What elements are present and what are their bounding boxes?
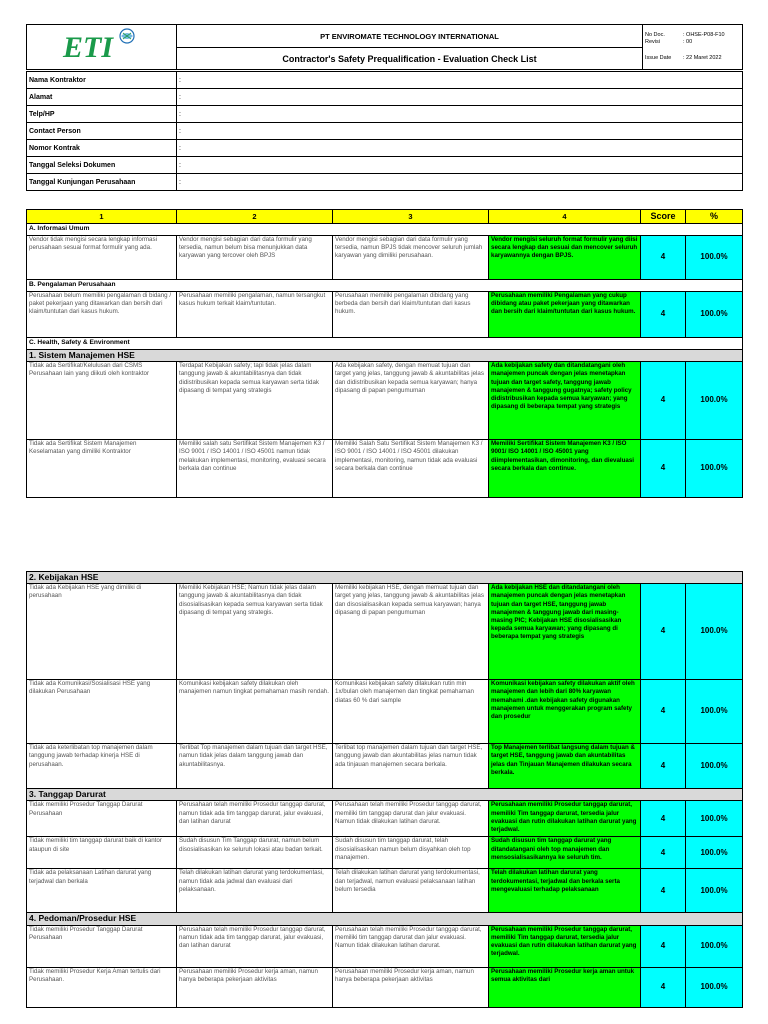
criteria-level-3: Komunikasi kebijakan safety dilakukan rutin min 1x/bulan oleh manajemen dan tingkat pemahaman diatas 60 % dari sample	[333, 680, 489, 744]
meta-row: Revisi : 00	[645, 39, 693, 46]
criteria-level-1: Tidak ada keterlibatan top manajemen dalam tanggung jawab terhadap kinerja HSE di perusahaan.	[27, 744, 177, 789]
percent-cell: 100.0%	[686, 440, 743, 498]
percent-cell: 100.0%	[686, 925, 743, 967]
section-heading: B. Pengalaman Perusahaan	[27, 280, 743, 292]
criteria-level-4: Perusahaan memiliki Prosedur kerja aman untuk semua aktivitas dari	[489, 967, 641, 1007]
criteria-level-1: Tidak ada Komunikasi/Sosialisasi HSE yang dilakukan Perusahaan	[27, 680, 177, 744]
criteria-level-4: Komunikasi kebijakan safety dilakukan aktif oleh manajemen dan lebih dari 80% karyawan memahami .dan kebijakan safety digunakan manajemen untuk menggerakan program safety dan prosedur	[489, 680, 641, 744]
column-header-row	[27, 210, 743, 224]
criteria-row	[27, 744, 743, 789]
criteria-level-1: Tidak memiliki Prosedur Tanggap Darurat Perusahaan	[27, 925, 177, 967]
criteria-level-3: Perusahaan telah memiliki Prosedur tanggap darurat, memiliki tim tanggap darurat dan jalur evakuasi. Namun tidak dilakukan latihan darurat.	[333, 925, 489, 967]
document-meta	[643, 25, 743, 70]
criteria-level-4: Ada kebijakan HSE dan ditandatangani oleh manajemen puncak dengan jelas menetapkan tujuan dan target HSE, tanggung jawab manajemen & tanggung jawab dari masing-masing PIC; Kebijakan HSE disosialisasikan kepada semua karyawan; yang dipasang di beberapa tempat yang strategis	[489, 584, 641, 680]
column-header: 1	[27, 210, 177, 224]
criteria-level-1: Tidak memiliki Prosedur Tanggap Darurat Perusahaan	[27, 801, 177, 837]
criteria-level-3: Perusahaan memiliki Prosedur kerja aman, namun hanya beberapa pekerjaan aktivitas	[333, 967, 489, 1007]
percent-cell: 100.0%	[686, 584, 743, 680]
criteria-level-4: Perusahaan memiliki Prosedur tanggap darurat, memiliki Tim tanggap darurat, tersedia jalur evakuasi dan rutin dilakukan latihan darurat yang terjadwal.	[489, 925, 641, 967]
score-cell[interactable]: 4	[641, 236, 686, 280]
criteria-level-1: Tidak memiliki Prosedur Kerja Aman tertulis dari Perusahaan.	[27, 967, 177, 1007]
column-header: 4	[489, 210, 641, 224]
score-header: Score	[641, 210, 686, 224]
percent-cell: 100.0%	[686, 837, 743, 869]
criteria-level-2: Sudah disusun Tim Tanggap darurat, namun belum disosialisasikan ke seluruh lokasi atau badan terkait.	[177, 837, 333, 869]
subsection-heading: 3. Tanggap Darurat	[27, 789, 743, 801]
evaluation-table	[26, 209, 743, 498]
field-value[interactable]: :	[177, 140, 743, 157]
score-cell[interactable]: 4	[641, 440, 686, 498]
criteria-level-1: Tidak ada pelaksanaan Latihan darurat yang terjadwal dan berkala	[27, 869, 177, 913]
field-label: Nomor Kontrak	[27, 140, 177, 157]
score-cell[interactable]: 4	[641, 680, 686, 744]
field-value[interactable]: :	[177, 72, 743, 89]
criteria-level-3: Vendor mengisi sebagian dari data formulir yang tersedia, namun BPJS tidak mencover seluruh jumlah karyawan yang dimiliki perusahaan.	[333, 236, 489, 280]
score-cell[interactable]: 4	[641, 869, 686, 913]
eti-logo-icon	[61, 27, 143, 63]
criteria-level-4: Vendor mengisi seluruh format formulir yang diisi secara lengkap dan sesuai dan mencover seluruh karyawannya dengan BPJS.	[489, 236, 641, 280]
criteria-level-4: Sudah disusun tim tanggap darurat yang ditandatangani oleh top manajemen dan mensosialisasikannya ke seluruh tim.	[489, 837, 641, 869]
field-label: Nama Kontraktor	[27, 72, 177, 89]
field-label: Tanggal Seleksi Dokumen	[27, 157, 177, 174]
criteria-row	[27, 680, 743, 744]
field-value[interactable]: :	[177, 106, 743, 123]
criteria-level-2: Terlibat Top manajemen dalam tujuan dan target HSE, namun tidak jelas dalam tanggung jawab dan akuntabilitasnya.	[177, 744, 333, 789]
subsection-heading: 4. Pedoman/Prosedur HSE	[27, 913, 743, 925]
score-cell[interactable]: 4	[641, 584, 686, 680]
criteria-level-1: Tidak memiliki tim tanggap darurat baik di kantor ataupun di site	[27, 837, 177, 869]
criteria-level-3: Perusahaan memiliki pengalaman dibidang yang berbeda dan bersih dari klaim/tuntutan dari kasus hukum.	[333, 292, 489, 338]
criteria-level-3: Memiliki Salah Satu Sertifikat Sistem Manajemen K3 / ISO 9001 / ISO 14001 / ISO 45001 dilakukan implementasi, monitoring, namun tidak ada evaluasi secara berkala dan continue	[333, 440, 489, 498]
criteria-level-1: Vendor tidak mengisi secara lengkap informasi perusahaan sesuai format formulir yang ada.	[27, 236, 177, 280]
evaluation-table-continued	[26, 571, 743, 1008]
score-cell[interactable]: 4	[641, 801, 686, 837]
column-header: 3	[333, 210, 489, 224]
subsection-heading: 1. Sistem Manajemen HSE	[27, 350, 743, 362]
criteria-row	[27, 801, 743, 837]
percent-cell: 100.0%	[686, 236, 743, 280]
percent-cell: 100.0%	[686, 292, 743, 338]
company-logo	[27, 25, 177, 70]
criteria-level-3: Perusahaan telah memiliki Prosedur tanggap darurat, memiliki tim tanggap darurat dan jalur evakuasi. Namun tidak dilakukan latihan darurat.	[333, 801, 489, 837]
field-label: Telp/HP	[27, 106, 177, 123]
percent-cell: 100.0%	[686, 362, 743, 440]
company-name: PT ENVIROMATE TECHNOLOGY INTERNATIONAL	[177, 25, 643, 48]
criteria-level-3: Ada kebijakan safety, dengan memuat tujuan dan target yang jelas, tanggung jawab & akuntabilitas jelas dan didistribusikan kepada semua karyawan; hanya dipasang di papan pengumuman	[333, 362, 489, 440]
criteria-level-3: Sudah disusun tim tanggap darurat, telah disosialisasikan namun belum disyahkan oleh top manajemen.	[333, 837, 489, 869]
field-value[interactable]: :	[177, 174, 743, 191]
meta-row: Issue Date : 22 Maret 2022	[645, 54, 722, 61]
svg-text:ETI: ETI	[62, 30, 113, 63]
field-label: Alamat	[27, 89, 177, 106]
criteria-level-2: Memiliki salah satu Sertifikat Sistem Manajemen K3 / ISO 9001 / ISO 14001 / ISO 45001 namun tidak melakukan implementasi, monitoring, evaluasi secara berkala dan continue	[177, 440, 333, 498]
criteria-level-3: Telah dilakukan latihan darurat yang terdokumentasi, dan terjadwal, namun evaluasi pelaksanaan latihan belum tersedia	[333, 869, 489, 913]
criteria-level-2: Komunikasi kebijakan safety dilakukan oleh manajemen namun tingkat pemahaman masih rendah.	[177, 680, 333, 744]
criteria-level-1: Tidak ada Kebijakan HSE yang dimiliki di perusahaan	[27, 584, 177, 680]
percent-cell: 100.0%	[686, 869, 743, 913]
field-value[interactable]: :	[177, 157, 743, 174]
criteria-level-2: Perusahaan telah memiliki Prosedur tanggap darurat, namun tidak ada tim tanggap darurat, jalur evakuasi, dan latihan darurat	[177, 925, 333, 967]
criteria-level-2: Terdapat Kebijakan safety; tapi tidak jelas dalam tanggung jawab & akuntabilitasnya dan tidak didistribusikan kepada semua karyawan serta tidak dipasang di tempat yang strategis	[177, 362, 333, 440]
criteria-level-2: Perusahaan memiliki Prosedur kerja aman, namun hanya beberapa pekerjaan aktivitas	[177, 967, 333, 1007]
criteria-row	[27, 584, 743, 680]
score-cell[interactable]: 4	[641, 837, 686, 869]
score-cell[interactable]: 4	[641, 744, 686, 789]
criteria-level-2: Telah dilakukan latihan darurat yang terdokumentasi, namun tidak ada jadwal dan evaluasi dari pelaksanaan.	[177, 869, 333, 913]
criteria-level-3: Terlibat top manajemen dalam tujuan dan target HSE, tanggung jawab dan akuntabilitas jelas namun tidak ada tinjauan manajemen secara berkala.	[333, 744, 489, 789]
percent-cell: 100.0%	[686, 801, 743, 837]
section-heading: C. Health, Safety & Environment	[27, 338, 743, 350]
criteria-level-2: Perusahaan memiliki pengalaman, namun tersangkut kasus hukum terkait klaim/tuntutan.	[177, 292, 333, 338]
criteria-level-2: Memiliki Kebijakan HSE; Namun tidak jelas dalam tanggung jawab & akuntabilitasnya dan tidak disosialisasikan kepada semua karyawan serta tidak dipasang di tempat yang strategis.	[177, 584, 333, 680]
criteria-row	[27, 869, 743, 913]
criteria-row	[27, 837, 743, 869]
subsection-heading: 2. Kebijakan HSE	[27, 572, 743, 584]
meta-row: No Doc. : OHSE-P08-F10	[645, 32, 725, 39]
criteria-level-4: Top Manajemen terlibat langsung dalam tujuan & target HSE, tanggung jawab dan akuntabilitas jelas dan Tinjauan Manajemen dilakukan secara berkala.	[489, 744, 641, 789]
criteria-row	[27, 236, 743, 280]
score-cell[interactable]: 4	[641, 925, 686, 967]
criteria-level-1: Perusahaan belum memiliki pengalaman di bidang / paket pekerjaan yang ditawarkan dan bersih dari klaim/tuntutan dari kasus hukum.	[27, 292, 177, 338]
criteria-row	[27, 292, 743, 338]
score-cell[interactable]: 4	[641, 292, 686, 338]
percent-header: %	[686, 210, 743, 224]
criteria-row	[27, 967, 743, 1007]
column-header: 2	[177, 210, 333, 224]
criteria-level-4: Ada kebijakan safety dan ditandatangani oleh manajemen puncak dengan jelas menetapkan tujuan dan target safety, tanggung jawab manajemen & tanggung gugatnya; safety policy didistribusikan kepada semua karyawan; yang dipasang di beberapa tempat yang strategis	[489, 362, 641, 440]
criteria-level-2: Perusahaan telah memiliki Prosedur tanggap darurat, namun tidak ada tim tanggap darurat, jalur evakuasi, dan latihan darurat	[177, 801, 333, 837]
criteria-level-4: Memiliki Sertifikat Sistem Manajemen K3 / ISO 9001/ ISO 14001 / ISO 45001 yang diimplementasikan, dimonitoring, dan dievaluasi secara berkala dan continue.	[489, 440, 641, 498]
field-value[interactable]: :	[177, 123, 743, 140]
criteria-level-4: Perusahaan memiliki Pengalaman yang cukup dibidang atau paket pekerjaan yang ditawarkan dan bersih dari klaim/tuntutan dari kasus hukum.	[489, 292, 641, 338]
criteria-level-2: Vendor mengisi sebagian dari data formulir yang tersedia, namun belum bisa menunjukkan data karyawan yang tercover oleh BPJS	[177, 236, 333, 280]
form-title: Contractor's Safety Prequalification - Evaluation Check List	[177, 48, 643, 70]
criteria-level-4: Perusahaan memiliki Prosedur tanggap darurat, memiliki Tim tanggap darurat, tersedia jalur evakuasi dan rutin dilakukan latihan darurat yang terjadwal.	[489, 801, 641, 837]
section-heading: A. Informasi Umum	[27, 224, 743, 236]
criteria-row	[27, 440, 743, 498]
criteria-level-1: Tidak ada Sertifikat Sistem Manajemen Keselamatan yang dimiliki Kontraktor	[27, 440, 177, 498]
field-label: Contact Person	[27, 123, 177, 140]
score-cell[interactable]: 4	[641, 967, 686, 1007]
field-label: Tanggal Kunjungan Perusahaan	[27, 174, 177, 191]
criteria-level-1: Tidak ada Sertifikat/Kelulusan dari CSMS Perusahaan lain yang diikuti oleh kontraktor	[27, 362, 177, 440]
criteria-row	[27, 925, 743, 967]
field-value[interactable]: :	[177, 89, 743, 106]
score-cell[interactable]: 4	[641, 362, 686, 440]
criteria-level-4: Telah dilakukan latihan darurat yang terdokumentasi, terjadwal dan berkala serta mengevaluasi terhadap pelaksanaan	[489, 869, 641, 913]
percent-cell: 100.0%	[686, 680, 743, 744]
criteria-row	[27, 362, 743, 440]
document-header	[26, 24, 743, 70]
contractor-info-table	[26, 71, 743, 191]
percent-cell: 100.0%	[686, 967, 743, 1007]
percent-cell: 100.0%	[686, 744, 743, 789]
criteria-level-3: Memiliki kebijakan HSE, dengan memuat tujuan dan target yang jelas, tanggung jawab & akuntabilitas jelas dan disosialisasikan kepada semua karyawan; hanya dipasang di papan pengumuman	[333, 584, 489, 680]
